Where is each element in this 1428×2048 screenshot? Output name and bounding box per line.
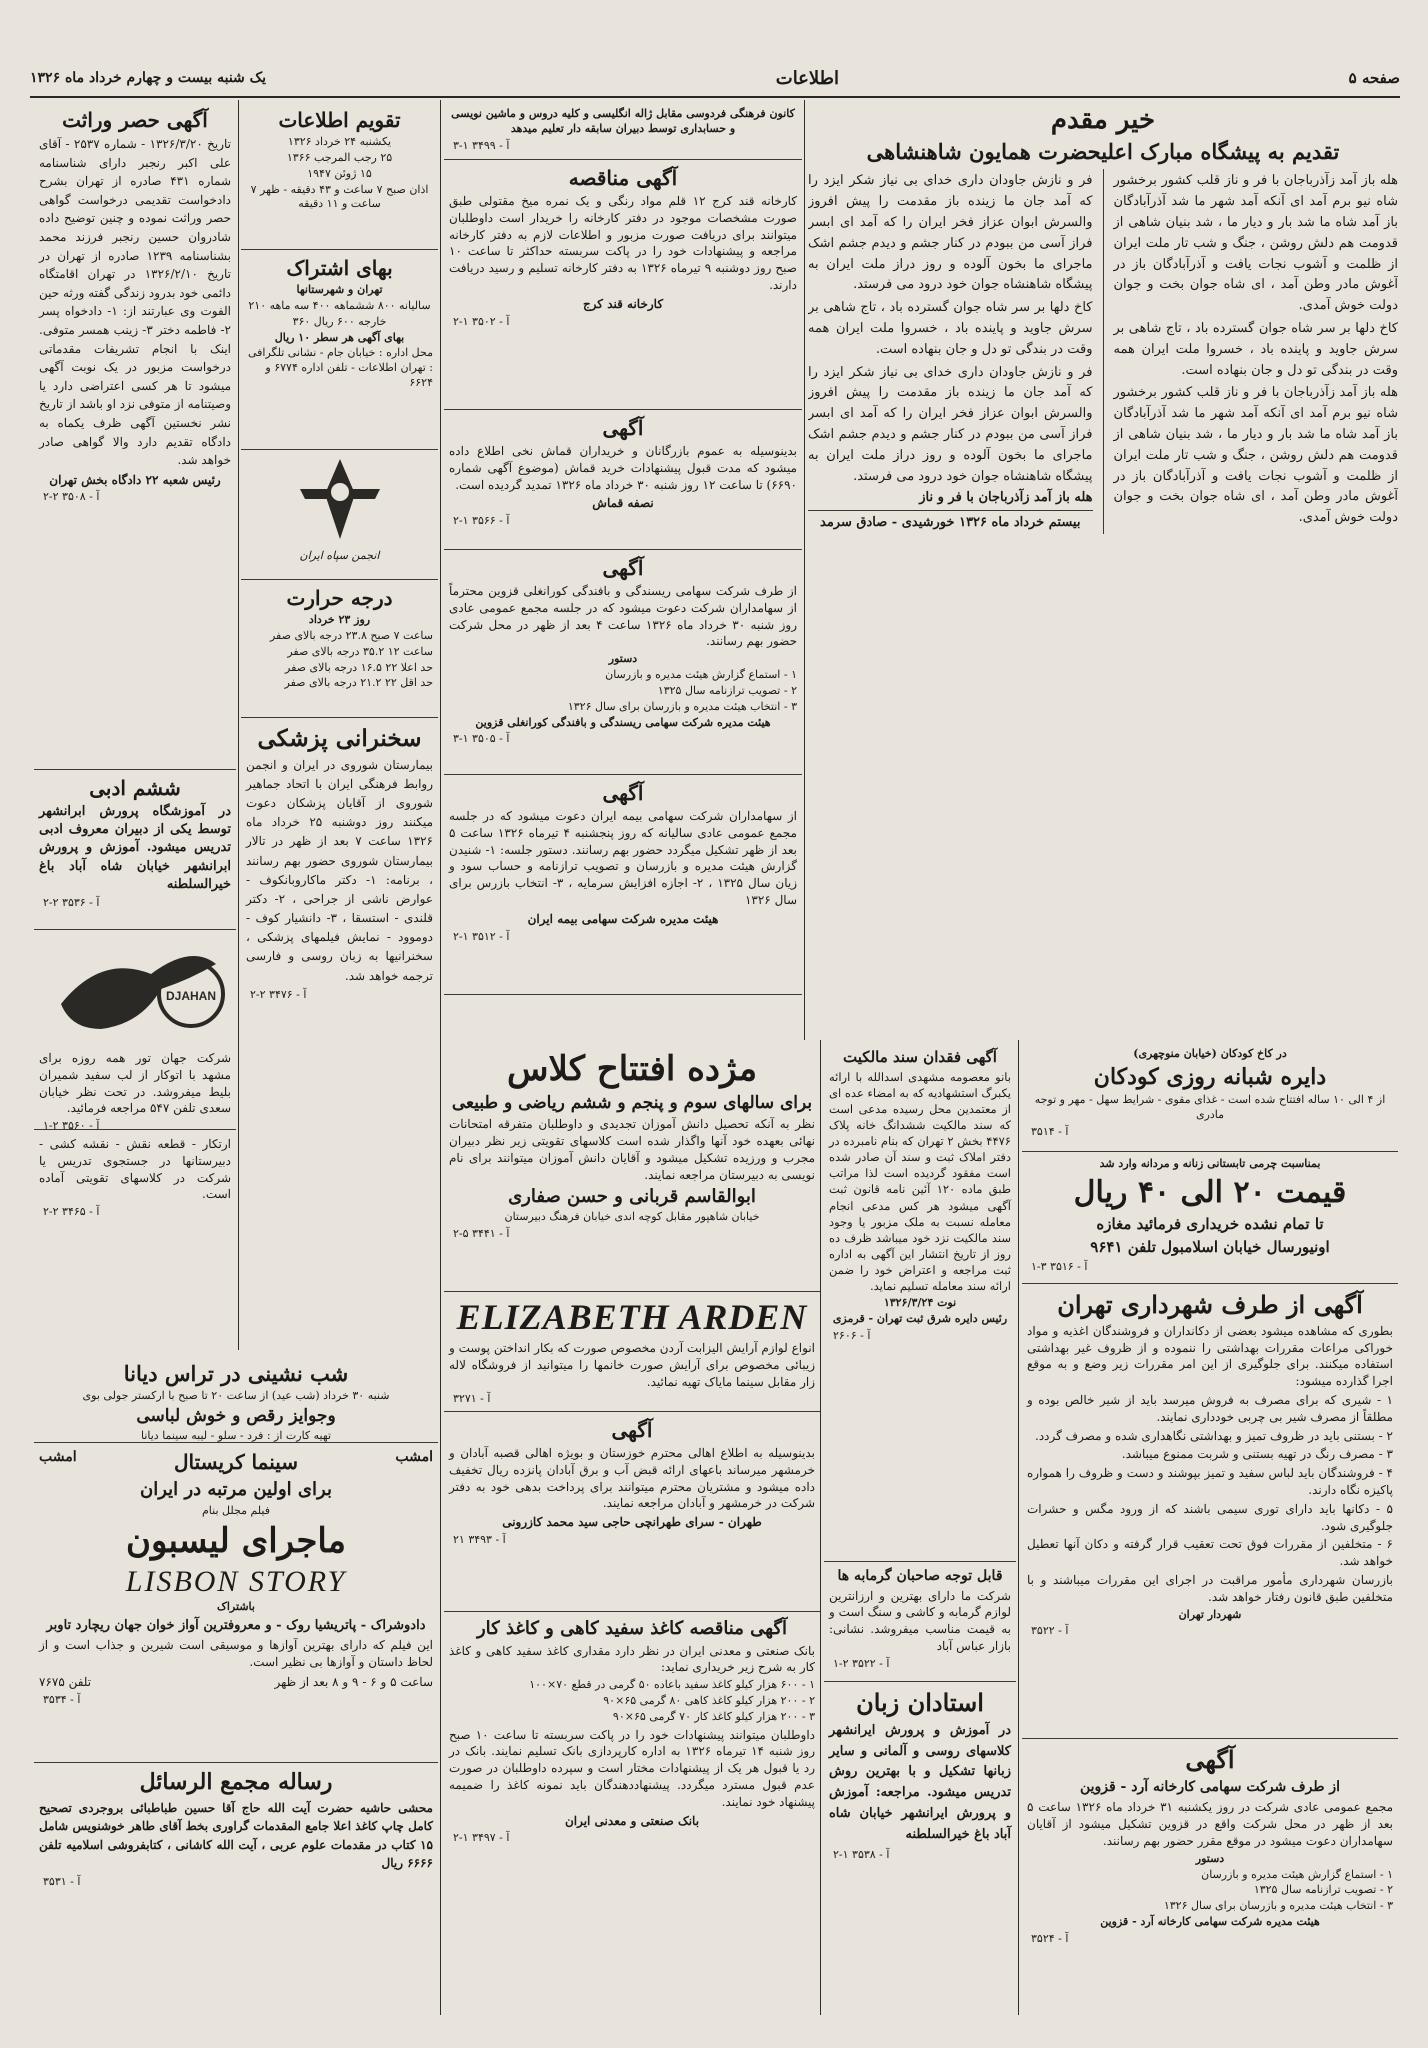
ad-ref: ۲-۱ آ - ۳۴۹۷: [453, 1831, 510, 1845]
textile-body: بدینوسیله به عموم بازرگانان و خریداران قماش نخی اطلاع داده میشود که مدت قبول پیشنهادات خرید قماش (موضوع آگهی شماره ۶۶۹۰) تا ساعت ۱۲ روز شنبه ۳۰ خرداد ماه ۱۳۲۶ تمدید گردیده است.: [449, 444, 797, 492]
welcome-article: [808, 102, 1398, 1037]
cinema-times: ساعت ۵ و ۶ - ۹ و ۸ بعد از ظهر: [274, 1675, 433, 1690]
ad-ref: ۲۱ آ - ۳۴۹۳: [453, 1532, 506, 1546]
calendar: [241, 102, 438, 250]
ad-ref: ۲-۱ آ - ۳۵۰۲: [453, 314, 510, 328]
class-teachers: ابوالقاسم قربانی و حسن صفاری: [508, 1185, 756, 1207]
paper-item: ۳ - ۲۰۰ هزار کیلو کاغذ کار ۷۰ گرمی ۶۵×۹۰: [612, 1709, 815, 1723]
insurance-title: آگهی: [602, 781, 644, 805]
paper-item: ۲ - ۲۰۰ هزار کیلو کاغذ کاهی ۸۰ گرمی ۶۵×۹۰: [603, 1693, 815, 1707]
issue-date: یک شنبه بیست و چهارم خرداد ماه ۱۳۲۶: [30, 70, 267, 86]
column-rule: [1018, 1040, 1019, 2015]
class-body: نظر به آنکه تحصیل دانش آموزان تجدیدی و داوطلبان متفرقه امتحانات نهائی بعهده خود آنها واگذار شده است کلاسهای تقویتی زیر نظر دبیران مجرب و ورزیده تشکیل میشود و آقایان دانش آموزان میتوانند برای نام نویسی به دبیرستان مراجعه نمایند.: [449, 1117, 815, 1182]
temperature-day: روز ۲۳ خرداد: [308, 613, 371, 626]
class-ad: [444, 1042, 820, 1292]
tender-body: کارخانه قند کرج ۱۲ قلم مواد رنگی و یک نمره میخ مقتولی طبق صورت مشخصات موجود در دفتر کارخانه را خریدار است داوطلبان میتوانند برای دریافت صورت مزبور و اطلاعات لازم به دفتر کارخانه مراجعه و پیشنهادات خود را در پاکت سربسته حداکثر تا ساعت ۱۰ صبح روز دوشنبه ۹ تیرماه ۱۳۲۶ به دفتر کارخانه تسلیم و رسید دریافت دارند.: [449, 194, 797, 292]
airline-brand: DJAHAN: [165, 989, 217, 1003]
airline-ad: [34, 930, 236, 1133]
welcome-signature: بیستم خرداد ماه ۱۳۲۶ خورشیدی - صادق سرمد: [808, 510, 1093, 532]
dinner-title: شب نشینی در تراس دیانا: [123, 1361, 349, 1386]
kindergarten-ad: [1022, 1042, 1398, 1152]
medical-body: بیمارستان شوروی در ایران و انجمن روابط فرهنگی ایران با اتحاد جماهیر شوروی از آقایان پزشکان دعوت میکنند روز دوشنبه ۲۵ خرداد ماه ۱۳۲۶ ساعت ۷ بعد از ظهر در تالار بیمارستان شوروی حضور بهم رسانند ، برنامه: ۱- دکتر ماکاروبانکوف - عوارض ناشی از جراحی ، ۲- دکتر قلندی - استسقا ، ۳- دانشیار کوف - دوموود - نمایش فیلمهای پزشکی ، سخنرانیها به زبان روسی و فارسی ترجمه خواهد شد.: [246, 757, 433, 983]
welcome-body: کاخ دلها بر سر شاه جوان گسترده باد ، تاج شاهی بر سرش جاوید و پاینده باد ، خسروا ملت ایران همه وقت در بندگی تو دل و جان بنهاده است.: [1113, 321, 1398, 378]
temperature-row: حد اعلا ۲۲ ۱۶.۵ درجه بالای صفر: [285, 660, 433, 674]
deed-title: آگهی فقدان سند مالکیت: [843, 1048, 997, 1066]
ad-ref: ۲-۵ آ - ۳۴۴۱: [453, 1226, 510, 1240]
tutor-body: ارتکار - قطعه نقش - نقشه کشی - دبیرستانها در جستجوی تدریس یا شرکت در کلاسهای تقویتی آماده است.: [39, 1137, 231, 1202]
kindergarten-small-title: در کاخ کودکان (خیابان منوچهری): [1133, 1047, 1287, 1060]
cinema-cast: دادوشراک - پاتریشیا روک - و معروفترین آواز خوان جهان ریچارد تاوبر: [46, 1618, 426, 1634]
ad-ref: آ - ۳۲۷۱: [453, 1392, 491, 1406]
english-school-ad: [34, 770, 236, 930]
kindergarten-body: از ۴ الی ۱۰ ساله افتتاح شده است - غذای مقوی - شرایط سهل - مهر و توجه مادری: [1034, 1093, 1386, 1122]
qazvin-signature: هیئت مدیره شرکت سهامی ریسندگی و بافندگی کورانغلی قزوین: [475, 715, 771, 729]
pegasus-logo: [41, 934, 231, 1044]
flour-subtitle: از طرف شرکت سهامی کارخانه آرد - قزوین: [1079, 1778, 1341, 1795]
welcome-body: کاخ دلها بر سر شاه جوان گسترده باد ، تاج شاهی بر سرش جاوید و پاینده باد ، خسروا ملت ایران همه وقت در بندگی تو دل و جان بنهاده است.: [808, 300, 1093, 357]
municipality-body: بطوری که مشاهده میشود بعضی از دکانداران و فروشندگان اغذیه و مواد خوراکی مراعات مقررات بهداشتی را ننموده و از ظروف غیر بهداشتی استفاده میکنند. برای جلوگیری از این امر مقررات زیر وضع و به موقع اجرا گذارده میشود:: [1027, 1323, 1393, 1389]
subscription: [241, 250, 438, 450]
subscription-row: خارجه ۶۰۰ ریال ۳۶۰: [292, 314, 387, 328]
cast-label: باشتراک: [217, 1600, 255, 1614]
municipality-item: ۴ - فروشندگان باید لباس سفید و تمیز بپوشند و دست و ظروف را همواره پاکیزه نگاه دارند.: [1027, 1466, 1393, 1497]
agenda-title: دستور: [1195, 1851, 1225, 1865]
khuzestan-title: آگهی: [611, 1418, 653, 1442]
ad-ref: ۱-۳ آ - ۳۵۱۶: [1031, 1259, 1088, 1273]
paper-title: آگهی مناقصه کاغذ سفید کاهی و کاغذ کار: [476, 1618, 788, 1639]
calendar-line: یکشنبه ۲۴ خرداد ۱۳۲۶: [287, 135, 392, 148]
agenda-item: ۲ - تصویب ترازنامه سال ۱۳۲۵: [1253, 1883, 1393, 1897]
municipality-item: ۵ - دکانها باید دارای توری سیمی باشند که از ورود مگس و حشرات جلوگیری شود.: [1027, 1501, 1393, 1533]
deed-ad: [824, 1042, 1016, 1562]
kindergarten-title: دایره شبانه روزی کودکان: [1093, 1063, 1327, 1090]
paper-body: بانک صنعتی و معدنی ایران در نظر دارد مقداری کاغذ سفید کاهی و کاغذ کار به شرح زیر خریداری نماید:: [449, 1643, 815, 1675]
column-rule: [440, 100, 441, 2015]
tender-sugar: [444, 160, 802, 410]
language-title: استادان زبان: [856, 1688, 984, 1717]
municipality-item: ۶ - متخلفین از مقررات فوق تحت تعقیب قرار گرفته و دکان آنها تعطیل خواهد شد.: [1027, 1537, 1393, 1569]
inheritance-ad: [34, 102, 236, 770]
deed-footer: رئیس دایره شرق ثبت تهران - قرمزی: [832, 1311, 1008, 1325]
magazine-ad: [34, 1763, 438, 2013]
khuzestan-body: بدینوسیله به اطلاع اهالی محترم خوزستان و بویژه اهالی قصبه آبادان و خرمشهر میرساند باعهای ارائه قبض آب و برق آبادان پانزده ریال تخفیف داده میشود و مشتریان محترم میتوانند برای پرداخت بدهی خود به دفتر شرکت در خرمشهر و آبادان مراجعه نمایند.: [449, 1446, 815, 1511]
subscription-row: بهای آگهی هر سطر ۱۰ ریال: [274, 330, 405, 344]
welcome-subtitle: تقدیم به پیشگاه مبارک اعلیحضرت همایون شاهنشاهی: [866, 139, 1340, 165]
column-middle-top: [444, 102, 802, 1042]
qazvin-title: آگهی: [602, 556, 644, 580]
cinema-desc: این فیلم که دارای بهترین آوازها و موسیقی است شیرین و جذاب است و از لحاظ داستان و آوازها بی نظیر است.: [39, 1638, 433, 1670]
agenda-item: ۱ - استماع گزارش هیئت مدیره و بازرسان: [1201, 1867, 1393, 1881]
column-rule: [238, 100, 239, 1350]
bath-ad: [824, 1562, 1016, 1682]
inheritance-footer: رئیس شعبه ۲۲ دادگاه بخش تهران: [49, 472, 221, 487]
inheritance-title: آگهی حصر وراثت: [62, 108, 208, 132]
cinema-line: برای اولین مرتبه در ایران: [140, 1479, 332, 1500]
school-title: ششم ادبی: [89, 776, 181, 800]
agenda-title: دستور: [608, 652, 638, 666]
agenda-item: ۲ - تصویب ترازنامه سال ۱۳۲۵: [657, 683, 797, 697]
ad-ref: آ - ۳۵۲۴: [1031, 1932, 1069, 1945]
class-subtitle: برای سالهای سوم و پنجم و ششم ریاضی و طبیعی: [451, 1093, 813, 1114]
column-info: [241, 102, 438, 1352]
flour-title: آگهی: [1185, 1745, 1235, 1774]
ad-ref: ۱-۲ آ - ۳۵۲۲: [833, 1656, 890, 1670]
temperature-row: ساعت ۱۲ ۳۵.۲ درجه بالای صفر: [287, 644, 433, 658]
cinema-tonight: امشب: [395, 1449, 433, 1465]
insurance-signature: هیئت مدیره شرکت سهامی بیمه ایران: [527, 911, 719, 926]
bath-title: قابل توجه صاحبان گرمابه ها: [837, 1568, 1003, 1584]
page-header: [30, 60, 1400, 98]
column-rule: [820, 1040, 821, 2015]
ad-ref: ۲-۱ آ - ۳۵۳۸: [833, 1847, 890, 1861]
leather-address: اونیورسال خیابان اسلامبول تلفن ۹۶۴۱: [1090, 1237, 1330, 1256]
welcome-title: خیر مقدم: [1050, 105, 1156, 135]
municipality-item: ۲ - بستنی باید در ظروف تمیز و بهداشتی نگاهداری شده و مصرف گردد.: [1035, 1428, 1393, 1443]
column-rule: [804, 100, 805, 1040]
column-right-bottom: [1022, 1042, 1398, 2017]
subscription-subtitle: تهران و شهرستانها: [296, 283, 383, 296]
insurance-body: از سهامداران شرکت سهامی بیمه ایران دعوت میشود که در جلسه مجمع عمومی عادی سالیانه که روز پنجشنبه ۴ تیرماه ۱۳۲۶ ساعت ۵ بعد از ظهر تشکیل میگردد حضور بهم رسانند. دستور جلسه: ۱- شنیدن گزارش هیئت مدیره و بازرسان و تصویب ترازنامه و حساب سود و زیان سال ۱۳۲۵ ، ۲- اجازه افزایش سرمایه ، ۳- انتخاب بازرس برای سال ۱۳۲۶: [449, 809, 797, 907]
medical-title: سخنرانی پزشکی: [257, 725, 422, 752]
agenda-item: ۱ - استماع گزارش هیئت مدیره و بازرسان: [605, 668, 797, 682]
municipality-signature: شهردار تهران: [1178, 1607, 1242, 1621]
ad-ref: آ - ۳۵۳۱: [43, 1874, 81, 1888]
textile-title: آگهی: [602, 416, 644, 440]
ad-ref: ۱-۲ آ - ۳۵۶۰: [43, 1119, 100, 1133]
agenda-item: ۳ - انتخاب هیئت مدیره و بازرسان برای سال ۱۳۲۶: [1163, 1899, 1393, 1913]
paper-item: ۱ - ۶۰۰ هزار کیلو کاغذ سفید باعاده ۵۰ گرمی در قطع ۷۰×۱۰۰: [529, 1678, 815, 1692]
logo-block: [241, 450, 438, 580]
ad-ref: آ - ۳۵۳۴: [43, 1693, 81, 1707]
leather-ad: [1022, 1152, 1398, 1284]
ad-ref: ۲-۱ آ - ۳۵۱۲: [453, 929, 510, 943]
inheritance-body: تاریخ ۱۳۲۶/۳/۲۰ - شماره ۲۵۳۷ - آقای علی اکبر رنجبر دارای شناسنامه شماره ۴۳۱ صادره از تهران بشرح دادخواست تقدیمی درخواست گواهی حصر وراثت نموده و چنین توضیح داده شادروان حسین رنجبر فرزند محمد بشناسنامه ۱۲۳۹ صادره از تهران در تاریخ ۱۳۲۶/۲/۱۰ در تهران اقامتگاه دائمی خود بدرود زندگی گفته ورثه حین الفوت وی عبارتند از: ۱- دادخواه پسر ۲- فاطمه دختر ۳- زینب همسر متوفی. اینک با انجام تشریفات مقدماتی درخواست مزبور در یک نوبت آگهی میشود تا هر کسی اعتراضی دارد یا وصیتنامه از متوفی نزد او باشد از تاریخ نشر نخستین آگهی ظرف یکماه به دادگاه تقدیم دارد والا گواهی صادر خواهد شد.: [39, 137, 232, 468]
khuzestan-ad: [444, 1412, 820, 1612]
temperature: [241, 580, 438, 718]
temperature-title: درجه حرارت: [286, 586, 393, 610]
paper-body2: داوطلبان میتوانند پیشنهادات خود را در پاکت سربسته تا ساعت ۱۰ صبح روز شنبه ۱۴ تیرماه ۱۳۲۶ به اداره کارپردازی بانک تسلیم نمایند. بانک در رد یا قبول هر یک از پیشنهادات مختار است و سپرده داوطلبان در صورت عدم قبول مسترد میگردد. پیشنهاددهندگان باید نمونه کاغذ را ضمیمه پیشنهاد خود نمایند.: [449, 1727, 815, 1809]
class-address: خیابان شاهپور مقابل کوچه اندی خیابان فرهنگ دبیرستان: [504, 1210, 760, 1224]
dinner-ad: [34, 1355, 438, 1443]
film-title-fa: ماجرای لیسبون: [126, 1521, 346, 1562]
ad-ref: ۳-۱ آ - ۳۴۹۹: [453, 138, 510, 152]
calendar-line: ۱۵ ژوئن ۱۹۴۷: [307, 166, 372, 180]
paper-tender: [444, 1612, 820, 2012]
temperature-row: ساعت ۷ صبح ۲۳.۸ درجه بالای صفر: [269, 628, 433, 642]
municipality-item: ۱ - شیری که برای مصرف به فروش میرسد باید از شیر خالص بوده و مطلقاً از مصرف شیر بی چربی خودداری نمایند.: [1027, 1392, 1393, 1424]
deed-date: نوت ۱۳۲۶/۳/۲۴: [883, 1296, 957, 1310]
ferdowsi-ad: [444, 102, 802, 160]
textile-ad: [444, 410, 802, 550]
ad-ref: ۲-۱ آ - ۳۵۶۶: [453, 514, 510, 528]
arden-brand: ELIZABETH ARDEN: [456, 1297, 808, 1337]
qazvin-body: از طرف شرکت سهامی ریسندگی و بافندگی کورانغلی قزوین محترماً از سهامداران شرکت دعوت میشود که در جلسه مجمع عمومی عادی روز شنبه ۳۰ خرداد ماه ۱۳۲۶ ساعت ۴ بعد از ظهر در محل شرکت حضور بهم رسانند.: [449, 584, 797, 649]
cinema-tonight: امشب: [39, 1449, 77, 1465]
temperature-row: حد اقل ۲۲ ۲۱.۲ درجه بالای صفر: [284, 676, 433, 690]
school-body: در آموزشگاه پرورش ابرانشهر توسط یکی از دبیران معروف ادبی تدریس میشود. آموزش و پرورش ابرانشهر خیابان شاه آباد باغ خیرالسلطنه: [39, 804, 231, 892]
ad-ref: ۲-۲ آ - ۳۵۰۸: [43, 490, 100, 504]
language-body: در آموزش و پرورش ایرانشهر کلاسهای روسی و آلمانی و سایر زبانها تشکیل و با بهترین روش تدریس میشود. مراجعه: آموزش و پرورش ایرانشهر خیابان شاه آباد باغ خیرالسلطنه: [829, 1722, 1011, 1842]
bath-body: شرکت ما دارای بهترین و ارزانترین لوازم گرمابه و کاشی و سنگ است و به قیمت مناسب میفروشد. نشانی: بازار عباس آباد: [829, 1588, 1011, 1653]
class-title: مژده افتتاح کلاس: [506, 1049, 758, 1089]
welcome-body: هله باز آمد زآذرباجان با فر و ناز قلب کشور برخشور شاه نیو برم آمد ای آنکه آمد شهر ما شد آذرآبادگان باز آمد شاه ما شد بار و دیار ما ، شد بنیان شاهی از قدومت هم دلش روشن ، جنگ و شب تار ملت ایران از ظلمت و آشوب نجات یافت و آذرآبادگان باز در آغوش مادر وطن آمد ، ای شاه جوان بخت و جوان دولت خوش آمدی.: [1113, 385, 1398, 526]
welcome-closing: هله باز آمد زآذرباجان با فر و ناز: [919, 490, 1093, 506]
column-left-bottom: [34, 1355, 438, 2017]
welcome-body: هله باز آمد زآذرباجان با فر و ناز قلب کشور برخشور شاه نیو برم آمد ای آنکه آمد شهر ما شد آذرآبادگان باز آمد شاه ما شد بار و دیار ما ، شد بنیان شاهی از قدومت هم دلش روشن ، جنگ و شب تار ملت ایران از ظلمت و آشوب نجات یافت و آذرآبادگان باز در آغوش مادر وطن آمد ، ای شاه جوان بخت و جوان دولت خوش آمدی.: [1113, 173, 1398, 314]
tender-title: آگهی مناقصه: [568, 166, 678, 190]
agenda-item: ۳ - انتخاب هیئت مدیره و بازرسان برای سال ۱۳۲۶: [567, 699, 797, 713]
cinema-ad: [34, 1443, 438, 1763]
khuzestan-signature: طهران - سرای طهرانچی حاجی سید محمد کازرونی: [502, 1515, 762, 1530]
municipality-body2: بازرسان شهرداری مأمور مراقبت در اجرای این مقررات میباشند و با متخلفین طبق قانون رفتار خواهد شد.: [1027, 1572, 1393, 1604]
arden-ad: [444, 1292, 820, 1412]
municipality-item: ۳ - مصرف رنگ در تهیه بستنی و شربت ممنوع میباشد.: [1121, 1447, 1393, 1462]
subscription-title: بهای اشتراک: [286, 256, 393, 280]
ad-ref: آ - ۳۵۱۴: [1031, 1125, 1069, 1139]
medical-lecture: [241, 718, 438, 1330]
ad-ref: ۲-۲ آ - ۳۴۷۶: [250, 987, 307, 1001]
tutor-ad: [34, 1130, 236, 1225]
leather-top: بمناسبت چرمی تابستانی زنانه و مردانه وارد شد: [1099, 1157, 1321, 1170]
flour-body: مجمع عمومی عادی شرکت در روز یکشنبه ۳۱ خرداد ماه ۱۳۲۶ ساعت ۵ بعد از ظهر در محل شرکت واقع در قزوین تشکیل میشود از آقایان سهامداران دعوت میشود در موقع مقرر حضور بهم رسانند.: [1027, 1800, 1393, 1848]
column-middle-bottom: [444, 1042, 820, 2017]
magazine-body: محشی حاشیه حضرت آیت الله حاج آقا حسین طباطبائی بروجردی تصحیح کامل چاپ کاغذ اعلا جامع المقدمات گراوری بخط آقای طاهر خوشنویس شامل ۱۵ کتاب در مقدمات علوم عربی ، آیت الله کاشانی ، کتابفروشی اسلامیه تلفن ۶۶۶۶ ریال: [39, 1800, 433, 1871]
logo-caption: انجمن سپاه ایران: [299, 549, 380, 562]
emblem-icon: [280, 454, 400, 544]
qazvin-textile-ad: [444, 550, 802, 775]
tender-signature: کارخانه قند کرج: [582, 296, 664, 311]
language-ad: [824, 1682, 1016, 2012]
ad-ref: آ - ۲۶۰۶: [833, 1328, 871, 1342]
welcome-body: فر و نازش جاودان داری خدای بی نیاز شکر ایزد را که آمد جان ما زینده باز مقدمت را پیش افروز والسرش ابوان عزاز فخر ایران را که آمد ای ابسر فراز آسی من ببودم در کنار جشم و دیدم جشم اشک ماجرای ما بخون آلوده و روز دراز ملت ایران به پیشگاه شاهنشاه جوان خود درود می فرستد.: [808, 364, 1093, 484]
column-inheritance: [34, 102, 236, 1352]
column-deed: [824, 1042, 1016, 2017]
dinner-prices: تهیه کارت از : فرد - سلو - لیبه سینما دیانا: [140, 1429, 332, 1443]
calendar-line: ۲۵ رجب المرجب ۱۳۶۶: [286, 150, 393, 164]
paper-signature: بانک صنعتی و معدنی ایران: [564, 1813, 700, 1828]
ad-ref: آ - ۳۵۲۲: [1031, 1624, 1069, 1638]
calendar-title: تقویم اطلاعات: [278, 108, 401, 132]
municipality-ad: [1022, 1284, 1398, 1739]
textile-signature: نصفه قماش: [592, 496, 654, 511]
welcome-body: فر و نازش جاودان داری خدای بی نیاز شکر ایزد را که آمد جان ما زینده باز مقدمت را پیش افروز والسرش ابوان عزاز فخر ایران را که آمد ای ابسر فراز آسی من ببودم در کنار جشم و دیدم جشم اشک ماجرای ما بخون آلوده و روز دراز ملت ایران به پیشگاه شاهنشاه جوان خود درود می فرستد.: [808, 173, 1093, 293]
cinema-line: فیلم مجلل بنام: [201, 1503, 271, 1517]
paper-name: اطلاعات: [775, 67, 839, 89]
airline-body: شرکت جهان تور همه روزه برای مشهد با اتوکار از لب سفید شمیران بلیط میفروشد. در تحت نظر خیابان سعدی تلفن ۵۴۷ مراجعه فرمائید.: [39, 1051, 231, 1116]
flour-signature: هیئت مدیره شرکت سهامی کارخانه آرد - قزوین: [1100, 1915, 1320, 1929]
municipality-title: آگهی از طرف شهرداری تهران: [1057, 1290, 1363, 1319]
magazine-title: رساله مجمع الرسائل: [139, 1769, 333, 1795]
calendar-prayer: اذان صبح ۷ ساعت و ۴۳ دقیقه - ظهر ۷ ساعت و ۱۱ دقیقه: [250, 182, 429, 211]
cinema-name: سینما کریستال: [173, 1450, 299, 1474]
dinner-line: شنبه ۳۰ خرداد (شب عید) از ساعت ۲۰ تا صبح با ارکستر جولی بوی: [82, 1389, 390, 1403]
ad-ref: ۲-۲ آ - ۳۵۳۶: [43, 895, 100, 909]
flour-ad: [1022, 1739, 1398, 2009]
insurance-ad: [444, 775, 802, 995]
page-number: صفحه ۵: [1348, 69, 1400, 87]
subscription-row: سالیانه ۸۰۰ ششماهه ۴۰۰ سه ماهه ۲۱۰: [248, 298, 431, 312]
ad-ref: ۳-۱ آ - ۳۵۰۵: [453, 732, 510, 746]
ferdowsi-title: کانون فرهنگی فردوسی مقابل ژاله انگلیسی و کلیه دروس و ماشین نویسی و حسابداری توسط دبیران سابقه دار تعلیم میدهد: [451, 107, 795, 135]
dinner-line: وجوایز رقص و خوش لباسی: [136, 1406, 336, 1427]
subscription-address: محل اداره : خیابان جام - نشانی تلگرافی : تهران اطلاعات - تلفن اداره ۶۷۷۴ و ۶۶۲۴: [247, 346, 433, 390]
ad-ref: ۲-۲ آ - ۳۴۶۵: [43, 1205, 100, 1219]
deed-body: بانو معصومه مشهدی اسدالله با ارائه یکبرگ استشهادیه که به امضاء عده ای از معتمدین محل رسیده مدعی است که سند مالکیت ششدانگ خانه پلاک ۴۴۷۶ بخش ۲ تهران که بنام نامبرده در دفتر املاک ثبت و سند آن صادر شده است مفقود گردیده است لذا مراتب طبق ماده ۱۲۰ آئین نامه قانون ثبت آگهی میشود هر کس مدعی انجام معامله نسبت به ملک مزبور یا وجود سند مالکیت نزد خود میباشد ظرف ده روز از تاریخ انتشار این آگهی به اداره ثبت مراجعه و اعتراض خود را ضمن ارائه سند معامله تسلیم نماید.: [829, 1069, 1012, 1293]
arden-body: انواع لوازم آرایش الیزابت آردن مخصوص صورت که بکار انداختن پوست و زیبائی مخصوص برای آرایش صورت خانمها را میتوانید از فروشگاه لاله زار مقابل سینما مایاک تهیه نمائید.: [449, 1341, 815, 1389]
film-title-en: LISBON STORY: [125, 1565, 347, 1599]
leather-mid: تا تمام نشده خریداری فرمائید مغازه: [1096, 1214, 1324, 1233]
leather-price: قیمت ۲۰ الی ۴۰ ریال: [1073, 1174, 1347, 1210]
cinema-phone: تلفن ۷۶۷۵: [39, 1675, 92, 1690]
